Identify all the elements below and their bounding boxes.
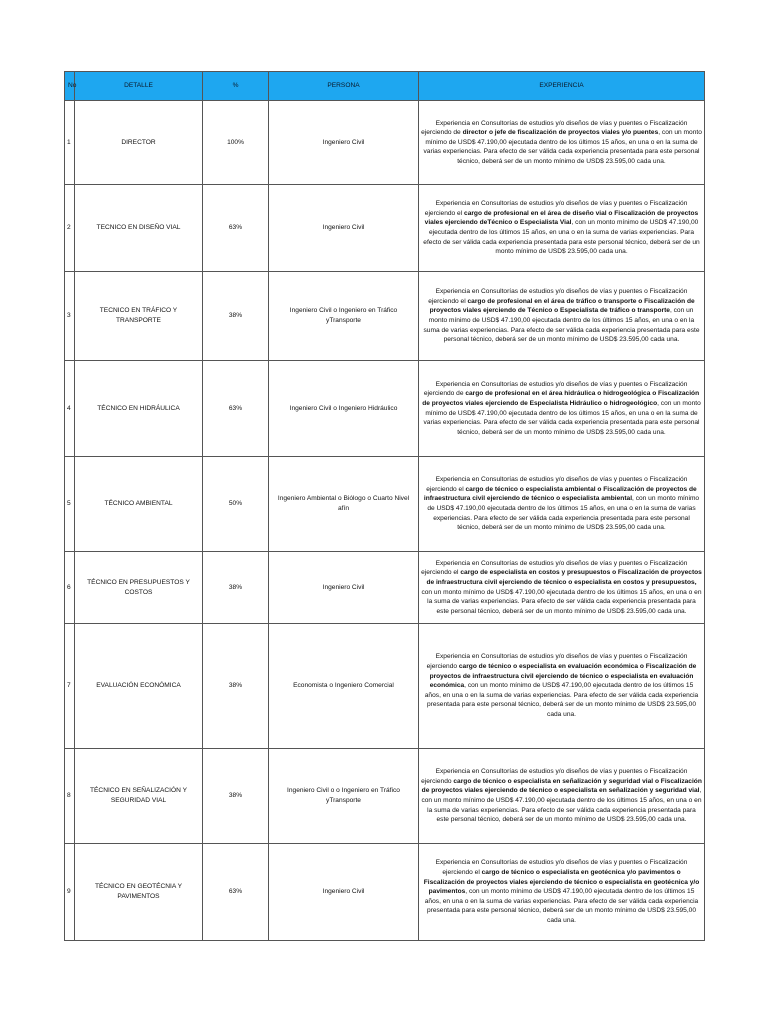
- experiencia-text: , con un monto mínimo de USD$ 47.190,00 ejecutada dentro de los últimos 15 años, en una o en la suma de varias experiencias. Para efecto de ser válida cada experiencia presentada para este personal técnico, deberá ser de un monto mínimo de USD$ 23.595,00 cada una.: [423, 129, 702, 165]
- row-number: 8: [65, 749, 75, 844]
- row-experiencia: [419, 749, 705, 844]
- row-percent: 38%: [203, 624, 269, 749]
- experiencia-text: , con un monto mínimo de USD$ 47.190,00 ejecutada dentro de los últimos 15 años, en una o en la suma de varias experiencias. Para efecto de ser válida cada experiencia presentada para este personal técnico, deberá ser de un monto mínimo de USD$ 23.595,00 cada una.: [423, 399, 701, 436]
- row-detalle: EVALUACIÓN ECONÓMICA: [75, 624, 203, 749]
- experiencia-bold-text: cargo de profesional en el área hidráulica o hidrogeológica o Fiscalización de proyectos viales ejerciendo de Especialista Hidráulico o hidrogeológico: [422, 390, 700, 407]
- row-experiencia: [419, 361, 705, 457]
- row-detalle: DIRECTOR: [75, 101, 203, 185]
- row-detalle: TÉCNICO EN HIDRÁULICA: [75, 361, 203, 457]
- row-persona: Ingeniero Civil: [269, 185, 419, 272]
- row-detalle: TECNICO EN DISEÑO VIAL: [75, 185, 203, 272]
- experiencia-text: , con un monto mínimo de USD$ 47.190,00 ejecutada dentro de los últimos 15 años, en una o en la suma de varias experiencias. Para efecto de ser válida cada experiencia presentada para este personal técnico, deberá ser de un monto mínimo de USD$ 23.595,00 cada una.: [424, 888, 699, 924]
- table-row: [65, 185, 705, 272]
- experiencia-text: , con un monto mínimo de USD$ 47.190,00 ejecutada dentro de los últimos 15 años, en una o en la suma de varias experiencias. Para efecto de ser válida cada experiencia presentada para este personal técnico, deberá ser de un monto mínimo de USD$ 23.595,00 cada una.: [423, 219, 700, 256]
- experiencia-text: Experiencia en Consultorías de estudios y/o diseños de vías y puentes o Fiscalización ejerciendo el: [428, 288, 688, 305]
- experiencia-bold-text: cargo de técnico o especialista en evaluación económica o Fiscalización de proyectos de infraestructura civil ejerciendo de técnico o especialista en evaluación económica: [429, 663, 697, 690]
- row-persona: Ingeniero Civil o o Ingeniero en Tráfico yTransporte: [269, 749, 419, 844]
- header-detalle: DETALLE: [75, 72, 203, 101]
- row-persona: Economista o Ingeniero Comercial: [269, 624, 419, 749]
- row-experiencia: [419, 844, 705, 941]
- row-number: 7: [65, 624, 75, 749]
- table-row: [65, 101, 705, 185]
- row-number: 2: [65, 185, 75, 272]
- table-row: [65, 749, 705, 844]
- row-experiencia: [419, 101, 705, 185]
- experiencia-text: Experiencia en Consultorías de estudios y/o diseños de vías y puentes o Fiscalización ejerciendo el: [435, 859, 688, 877]
- row-number: 9: [65, 844, 75, 941]
- header-row: [65, 72, 705, 101]
- experiencia-text: Experiencia en Consultorías de estudios y/o diseños de vías y puentes o Fiscalización ejerciendo el: [424, 200, 688, 217]
- row-percent: 63%: [203, 185, 269, 272]
- row-experiencia: [419, 552, 705, 624]
- row-percent: 63%: [203, 844, 269, 941]
- row-number: 1: [65, 101, 75, 185]
- experiencia-text: Experiencia en Consultorías de estudios y/o diseños de vías y puentes o Fiscalización ejerciendo el: [426, 476, 688, 493]
- table-row: [65, 552, 705, 624]
- table-row: [65, 457, 705, 552]
- header-no: No: [65, 72, 75, 101]
- row-experiencia: [419, 624, 705, 749]
- row-percent: 100%: [203, 101, 269, 185]
- row-experiencia: [419, 457, 705, 552]
- experiencia-text: Experiencia en Consultorías de estudios y/o diseños de vías y puentes o Fiscalización ejerciendo de: [423, 380, 688, 398]
- row-number: 3: [65, 272, 75, 361]
- table-row: [65, 624, 705, 749]
- experiencia-bold-text: director o jefe de fiscalización de proyectos viales y/o puentes: [462, 129, 659, 137]
- experiencia-text: , con un monto mínimo de USD$ 47.190,00 ejecutada dentro de los últimos 15 años, en una o en la suma de varias experiencias. Para efecto de ser válida cada experiencia presentada para este personal técnico, deberá ser de un monto mínimo de USD$ 23.595,00 cada una.: [421, 787, 702, 824]
- experiencia-text: Experiencia en Consultorías de estudios y/o diseños de vías y puentes o Fiscalización ejerciendo de: [421, 119, 688, 137]
- table-body: [65, 101, 705, 941]
- experiencia-bold-text: cargo de técnico o especialista en señalización y seguridad vial o Fiscalización de proyectos viales ejerciendo de técnico o especialista en señalización y seguridad vial: [421, 777, 702, 795]
- experiencia-text: con un monto mínimo de USD$ 47.190,00 ejecutada dentro de los últimos 15 años, en una o en la suma de varias experiencias. Para efecto de ser válida cada experiencia presentada para este personal técnico, deberá ser de un monto mínimo de USD$ 23.595,00 cada una.: [421, 588, 702, 615]
- row-percent: 38%: [203, 272, 269, 361]
- experiencia-text: , con un monto mínimo de USD$ 47.190,00 ejecutada dentro de los últimos 15 años, en una o en la suma de varias experiencias. Para efecto de ser válida cada experiencia presentada para este personal técnico, deberá ser de un monto mínimo de USD$ 23.595,00 cada una.: [423, 307, 700, 344]
- experiencia-bold-text: cargo de técnico o especialista ambiental o Fiscalización de proyectos de infraestructura civil ejerciendo de técnico o especialista ambiental: [423, 485, 697, 503]
- row-detalle: TÉCNICO AMBIENTAL: [75, 457, 203, 552]
- row-detalle: TÉCNICO EN SEÑALIZACIÓN Y SEGURIDAD VIAL: [75, 749, 203, 844]
- table-row: [65, 361, 705, 457]
- table-row: [65, 272, 705, 361]
- row-detalle: TECNICO EN TRÁFICO Y TRANSPORTE: [75, 272, 203, 361]
- row-detalle: TÉCNICO EN PRESUPUESTOS Y COSTOS: [75, 552, 203, 624]
- row-persona: Ingeniero Civil: [269, 552, 419, 624]
- experiencia-bold-text: cargo de técnico o especialista en geotécnica y/o pavimentos o Fiscalización de proyectos viales ejerciendo de técnico o especialista en geotécnica y/o pavimentos: [423, 869, 700, 896]
- experiencia-bold-text: cargo de profesional en el área de tráfico o transporte o Fiscalización de proyectos viales ejerciendo de Técnico o Especialista de tráfico o transporte: [429, 297, 695, 315]
- experiencia-bold-text: cargo de especialista en costos y presupuestos o Fiscalización de proyectos de infraestructura civil ejerciendo de técnico o especialista en costos y presupuestos,: [426, 569, 702, 586]
- experiencia-text: Experiencia en Consultorías de estudios y/o diseños de vías y puentes o Fiscalización ejerciendo: [426, 653, 688, 671]
- row-persona: Ingeniero Civil o Ingeniero Hidráulico: [269, 361, 419, 457]
- table-row: [65, 844, 705, 941]
- header-persona: PERSONA: [269, 72, 419, 101]
- row-percent: 38%: [203, 552, 269, 624]
- row-number: 4: [65, 361, 75, 457]
- experiencia-text: Experiencia en Consultorías de estudios y/o diseños de vías y puentes o Fiscalización ejerciendo: [421, 768, 688, 785]
- row-number: 6: [65, 552, 75, 624]
- row-number: 5: [65, 457, 75, 552]
- experiencia-bold-text: cargo de profesional en el área de diseño vial o Fiscalización de proyectos viales ejerciendo deTécnico o Especialista Vial: [424, 209, 699, 227]
- row-experiencia: [419, 272, 705, 361]
- personnel-table: [64, 71, 705, 941]
- experiencia-text: , con un monto mínimo de USD$ 47.190,00 ejecutada dentro de los últimos 15 años, en una o en la suma de varias experiencias. Para efecto de ser válida cada experiencia presentada para este personal técnico, deberá ser de un monto mínimo de USD$ 23.595,00 cada una.: [427, 495, 700, 532]
- row-persona: Ingeniero Civil: [269, 101, 419, 185]
- row-percent: 63%: [203, 361, 269, 457]
- row-percent: 50%: [203, 457, 269, 552]
- row-detalle: TÉCNICO EN GEOTÉCNIA Y PAVIMENTOS: [75, 844, 203, 941]
- row-persona: Ingeniero Ambiental o Biólogo o Cuarto Nivel afín: [269, 457, 419, 552]
- header-percent: %: [203, 72, 269, 101]
- experiencia-text: Experiencia en Consultorías de estudios y/o diseños de vías y puentes o Fiscalización ejerciendo el: [421, 559, 688, 577]
- row-percent: 38%: [203, 749, 269, 844]
- experiencia-text: , con un monto mínimo de USD$ 47.190,00 ejecutada dentro de los últimos 15 años, en una o en la suma de varias experiencias. Para efecto de ser válida cada experiencia presentada para este personal técnico, deberá ser de un monto mínimo de USD$ 23.595,00 cada una.: [424, 682, 699, 718]
- row-experiencia: [419, 185, 705, 272]
- row-persona: Ingeniero Civil o Ingeniero en Tráfico yTransporte: [269, 272, 419, 361]
- row-persona: Ingeniero Civil: [269, 844, 419, 941]
- header-experiencia: EXPERIENCIA: [419, 72, 705, 101]
